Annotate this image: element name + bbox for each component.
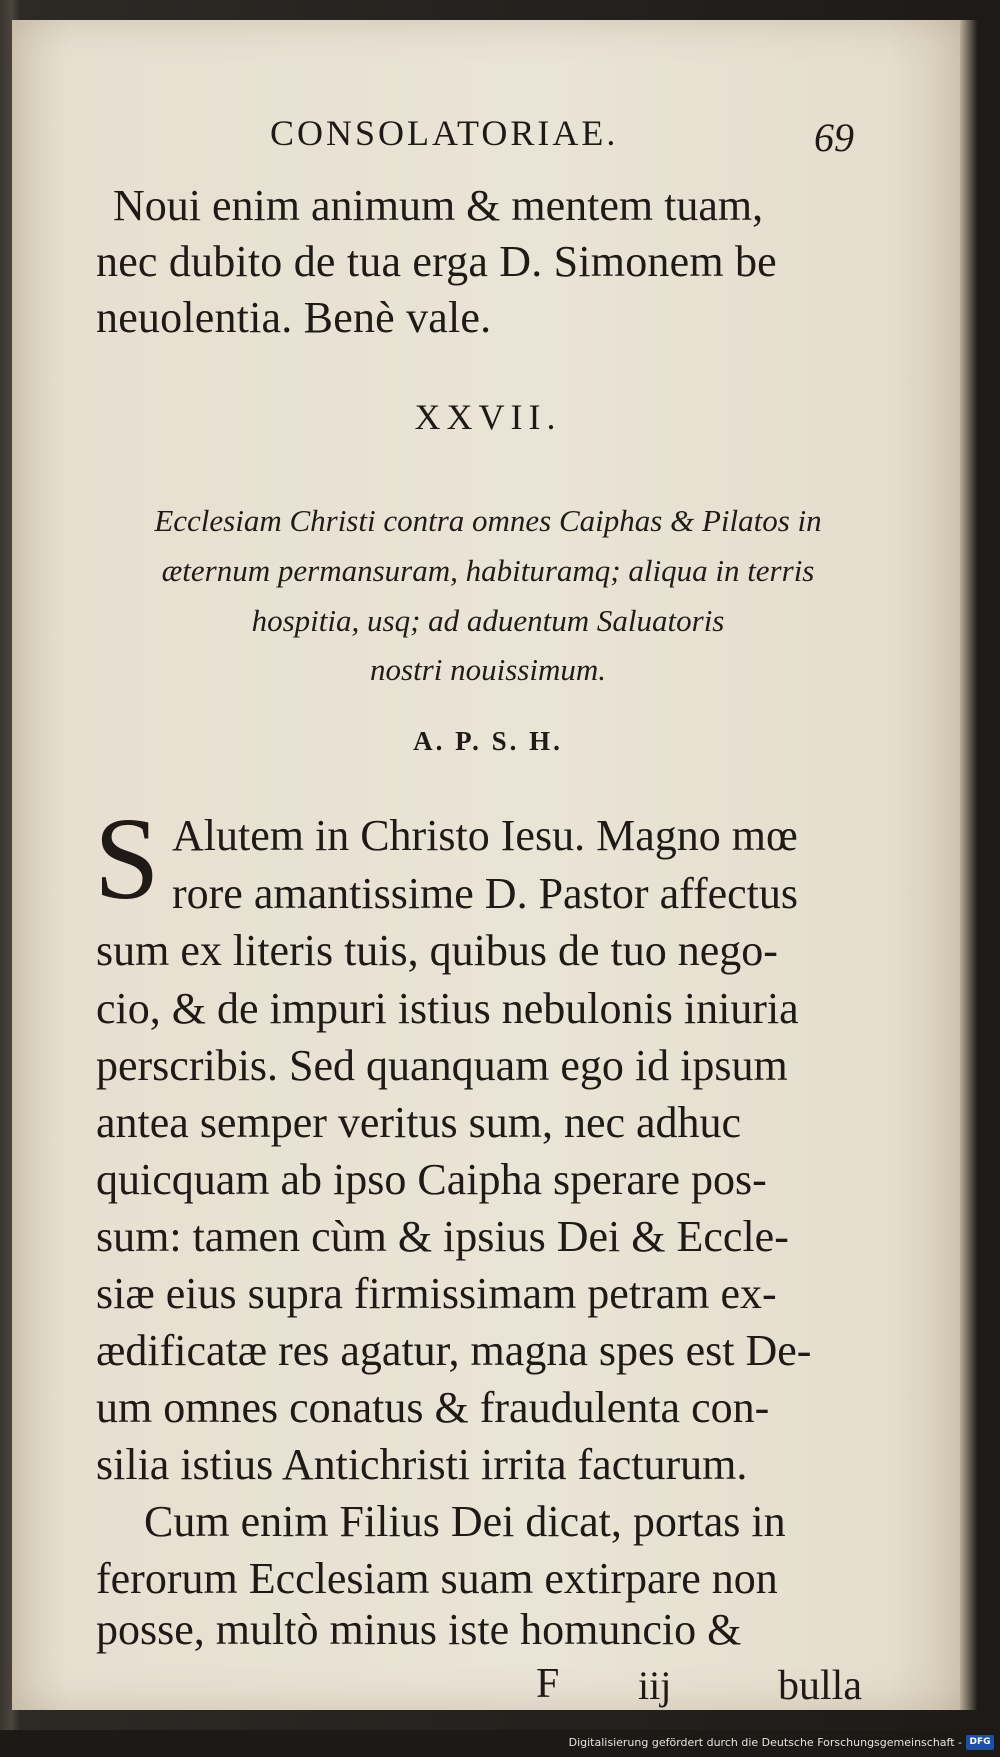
text-line: rore amantissime D. Pastor affectus — [172, 869, 799, 918]
text-line: posse, multò minus iste homuncio & — [96, 1605, 742, 1654]
running-head: CONSOLATORIAE. — [270, 113, 619, 153]
drop-cap: S — [94, 793, 160, 924]
text-line: nec dubito de tua erga D. Simonem be — [96, 237, 777, 286]
text-line: antea semper veritus sum, nec adhuc — [96, 1098, 742, 1147]
summary-line: Ecclesiam Christi contra omnes Caiphas & Pilatos in — [154, 503, 822, 538]
catchword: bulla — [778, 1663, 862, 1709]
text-line: ferorum Ecclesiam suam extirpare non — [96, 1554, 778, 1603]
signature-mark: F — [536, 1661, 560, 1707]
text-line: um omnes conatus & fraudulenta con- — [96, 1383, 770, 1432]
addressee-initials: A. P. S. H. — [413, 726, 563, 756]
summary-line: nostri nouissimum. — [370, 652, 606, 687]
page-edge — [960, 20, 978, 1710]
digitization-credit: Digitalisierung gefördert durch die Deutsche Forschungsgemeinschaft - — [568, 1736, 962, 1749]
text-line: cio, & de impuri istius nebulonis iniuria — [96, 984, 799, 1033]
text-line: quicquam ab ipso Caipha sperare pos- — [96, 1155, 767, 1204]
text-line: neuolentia. Benè vale. — [96, 293, 492, 342]
letter-number: XXVII. — [414, 397, 562, 437]
text-line: ædificatæ res agatur, magna spes est De- — [96, 1326, 812, 1375]
text-line: sum ex literis tuis, quibus de tuo nego- — [96, 926, 778, 975]
page-number: 69 — [814, 115, 854, 160]
text-line: Noui enim animum & mentem tuam, — [113, 181, 764, 230]
text-line: Alutem in Christo Iesu. Magno mœ — [172, 811, 798, 860]
text-line: Cum enim Filius Dei dicat, portas in — [144, 1497, 786, 1546]
text-line: sum: tamen cùm & ipsius Dei & Eccle- — [96, 1212, 789, 1261]
text-line: silia istius Antichristi irrita facturum. — [96, 1440, 748, 1489]
summary-line: æternum permansuram, habituramq; aliqua in terris — [161, 553, 815, 588]
signature-number: iij — [638, 1663, 672, 1708]
text-line: siæ eius supra firmissimam petram ex- — [96, 1269, 777, 1318]
text-line: perscribis. Sed quanquam ego id ipsum — [96, 1041, 788, 1090]
summary-line: hospitia, usq; ad aduentum Saluatoris — [251, 603, 725, 638]
dfg-logo: DFG — [966, 1735, 994, 1750]
